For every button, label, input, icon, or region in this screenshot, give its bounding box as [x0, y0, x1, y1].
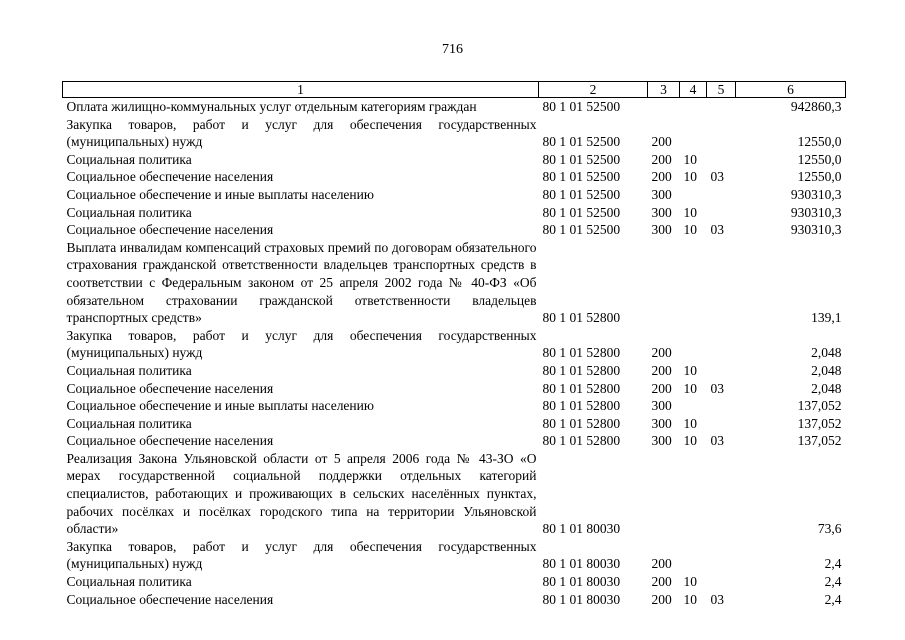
row-section: [680, 116, 707, 151]
row-expense-type: 200: [651, 556, 672, 572]
row-section: 10: [683, 591, 697, 607]
row-target-article: 80 1 01 52800: [542, 380, 621, 396]
row-section: [680, 397, 707, 415]
row-subsection: [707, 573, 736, 591]
row-target-article: 80 1 01 52500: [542, 222, 621, 238]
row-section: [680, 450, 707, 538]
row-amount: 2,4: [824, 556, 842, 572]
table-row: [63, 573, 846, 591]
table-row: [63, 327, 846, 362]
row-subsection: 03: [710, 222, 724, 238]
row-name: Социальная политика: [66, 574, 192, 590]
row-target-article: 80 1 01 52500: [542, 186, 621, 202]
row-name: Социальное обеспечение населения: [66, 380, 274, 396]
table-row: [63, 186, 846, 204]
row-section: 10: [683, 380, 697, 396]
row-subsection: 03: [710, 591, 724, 607]
row-expense-type: 200: [651, 591, 672, 607]
row-amount: 2,048: [811, 380, 842, 396]
column-header-6: 6: [736, 82, 846, 98]
row-section: [680, 327, 707, 362]
column-header-1: 1: [63, 82, 539, 98]
row-section: 10: [683, 151, 697, 167]
row-expense-type: 300: [651, 398, 672, 414]
row-section: 10: [683, 222, 697, 238]
row-subsection: [707, 151, 736, 169]
row-subsection: [707, 116, 736, 151]
row-name: Выплата инвалидам компенсаций страховых премий по договорам обязательного страхования гражданской ответственности владельцев транспортных средств в соответствии с Федеральным законом от 25 апреля 2002 года № 40-ФЗ «Об обязательном страховании гражданской ответственности владельцев транспортных средств»: [66, 239, 537, 326]
row-amount: 942860,3: [790, 99, 842, 114]
row-subsection: [707, 204, 736, 222]
row-expense-type: 200: [651, 362, 672, 378]
row-name: Социальное обеспечение населения: [66, 222, 274, 238]
row-subsection: [707, 450, 736, 538]
row-expense-type: 200: [651, 151, 672, 167]
row-amount: 12550,0: [797, 169, 842, 185]
row-amount: 2,4: [824, 574, 842, 590]
row-target-article: 80 1 01 52800: [542, 433, 621, 449]
row-expense-type: 300: [651, 415, 672, 431]
row-section: [680, 239, 707, 327]
table-row: [63, 397, 846, 415]
column-header-2: 2: [539, 82, 648, 98]
row-amount: 139,1: [811, 310, 842, 326]
row-subsection: [707, 98, 736, 116]
row-subsection: [707, 186, 736, 204]
row-target-article: 80 1 01 80030: [542, 521, 621, 537]
row-target-article: 80 1 01 52800: [542, 310, 621, 326]
row-amount: 930310,3: [790, 186, 842, 202]
row-target-article: 80 1 01 52800: [542, 362, 621, 378]
row-amount: 2,4: [824, 591, 842, 607]
row-name: Социальное обеспечение населения: [66, 169, 274, 185]
table-header: [63, 82, 846, 98]
row-expense-type: 200: [651, 134, 672, 150]
row-subsection: [707, 327, 736, 362]
table-row: [63, 116, 846, 151]
table-row: [63, 415, 846, 433]
row-expense-type: [648, 450, 680, 538]
row-section: [680, 538, 707, 573]
row-amount: 12550,0: [797, 151, 842, 167]
row-amount: 12550,0: [797, 134, 842, 150]
row-expense-type: 200: [651, 574, 672, 590]
row-subsection: 03: [710, 433, 724, 449]
row-expense-type: 300: [651, 222, 672, 238]
row-expense-type: [648, 239, 680, 327]
row-subsection: [707, 397, 736, 415]
table-row: [63, 221, 846, 239]
row-amount: 137,052: [797, 415, 842, 431]
table-body: [63, 98, 846, 609]
row-name: Закупка товаров, работ и услуг для обеспечения государственных (муниципальных) нужд: [66, 327, 537, 361]
table-row: [63, 432, 846, 450]
row-section: 10: [683, 574, 697, 590]
row-amount: 137,052: [797, 433, 842, 449]
row-section: 10: [683, 415, 697, 431]
row-target-article: 80 1 01 52800: [542, 398, 621, 414]
row-amount: 930310,3: [790, 222, 842, 238]
row-section: [680, 98, 707, 116]
row-name: Социальное обеспечение и иные выплаты населению: [66, 186, 374, 202]
row-subsection: [707, 538, 736, 573]
row-name: Реализация Закона Ульяновской области от 5 апреля 2006 года № 43-ЗО «О мерах государственной социальной поддержки отдельных категорий специалистов, работающих и проживающих в сельских населённых пунктах, рабочих посёлках и посёлках городского типа на территории Ульяновской области»: [66, 450, 537, 537]
row-target-article: 80 1 01 80030: [542, 591, 621, 607]
row-subsection: [707, 415, 736, 433]
column-header-3: 3: [648, 82, 680, 98]
row-name: Социальное обеспечение и иные выплаты населению: [66, 398, 374, 414]
row-section: 10: [683, 169, 697, 185]
row-name: Социальное обеспечение населения: [66, 433, 274, 449]
row-name: Социальное обеспечение населения: [66, 591, 274, 607]
table-row: [63, 591, 846, 609]
row-expense-type: 300: [651, 433, 672, 449]
row-expense-type: 200: [651, 169, 672, 185]
row-expense-type: 200: [651, 380, 672, 396]
row-section: 10: [683, 204, 697, 220]
row-name: Оплата жилищно-коммунальных услуг отдельным категориям граждан: [66, 99, 477, 114]
row-subsection: [707, 239, 736, 327]
column-header-4: 4: [680, 82, 707, 98]
row-amount: 73,6: [817, 521, 842, 537]
table-row: [63, 204, 846, 222]
row-amount: 2,048: [811, 345, 842, 361]
table-row: [63, 98, 846, 116]
table-row: [63, 362, 846, 380]
row-name: Социальная политика: [66, 362, 192, 378]
table-row: [63, 538, 846, 573]
table-row: [63, 168, 846, 186]
row-target-article: 80 1 01 52500: [542, 134, 621, 150]
row-name: Социальная политика: [66, 151, 192, 167]
budget-table: [62, 81, 846, 608]
row-target-article: 80 1 01 52800: [542, 345, 621, 361]
column-header-5: 5: [707, 82, 736, 98]
table-row: [63, 239, 846, 327]
row-name: Социальная политика: [66, 204, 192, 220]
row-section: 10: [683, 362, 697, 378]
table-row: [63, 450, 846, 538]
row-target-article: 80 1 01 52500: [542, 204, 621, 220]
row-expense-type: [648, 98, 680, 116]
row-expense-type: 300: [651, 204, 672, 220]
table-row: [63, 151, 846, 169]
row-amount: 2,048: [811, 362, 842, 378]
row-target-article: 80 1 01 52500: [542, 151, 621, 167]
row-expense-type: 300: [651, 186, 672, 202]
row-subsection: 03: [710, 169, 724, 185]
row-section: [680, 186, 707, 204]
row-name: Закупка товаров, работ и услуг для обеспечения государственных (муниципальных) нужд: [66, 538, 537, 572]
table-row: [63, 380, 846, 398]
row-target-article: 80 1 01 80030: [542, 556, 621, 572]
row-name: Закупка товаров, работ и услуг для обеспечения государственных (муниципальных) нужд: [66, 116, 537, 150]
row-section: 10: [683, 433, 697, 449]
row-amount: 930310,3: [790, 204, 842, 220]
row-target-article: 80 1 01 80030: [542, 574, 621, 590]
row-target-article: 80 1 01 52500: [542, 99, 621, 114]
row-amount: 137,052: [797, 398, 842, 414]
row-expense-type: 200: [651, 345, 672, 361]
row-target-article: 80 1 01 52800: [542, 415, 621, 431]
row-subsection: 03: [710, 380, 724, 396]
row-subsection: [707, 362, 736, 380]
row-target-article: 80 1 01 52500: [542, 169, 621, 185]
row-name: Социальная политика: [66, 415, 192, 431]
page-number: 716: [442, 42, 463, 57]
